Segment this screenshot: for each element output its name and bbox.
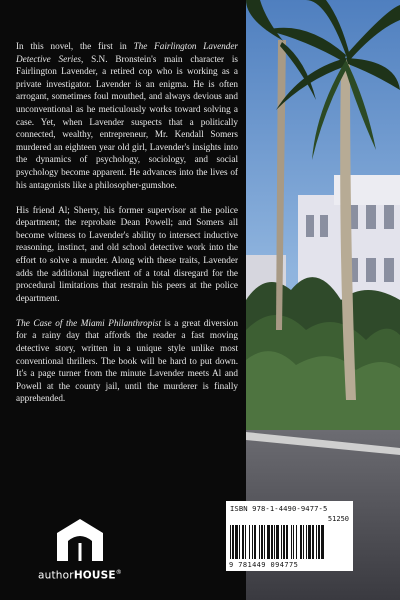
price-code: 51250 bbox=[327, 515, 349, 523]
series-title: The Fairlington Lavender Detective Series bbox=[16, 41, 238, 64]
isbn-number: ISBN 978-1-4490-9477-5 bbox=[230, 504, 328, 513]
barcode-digits: 9 781449 094775 bbox=[229, 561, 299, 569]
publisher-name: authorHOUSE® bbox=[38, 569, 122, 582]
blurb-paragraph-3: The Case of the Miami Philanthropist is a great diversion for a rainy day that affords the reader a fast moving detective story, written in a unique style unlike most conventional thrillers. The book will be hard to put down. It's a page turner from the minute Lavender meets Al and Powell at the county jail, until the murderer is finally apprehended. bbox=[16, 317, 238, 404]
blurb-paragraph-2: His friend Al; Sherry, his former supervisor at the police department; the reprobate Dean Powell; and Somers all become witness to Lavender's ability to intersect inductive reasoning, instinct, and old school detective work into the effort to solve a murder. Along with these traits, Lavender adds the additional ingredient of a total disregard for the procedural limitations that restrain his peers at the police department. bbox=[16, 204, 238, 303]
blurb-paragraph-1: In this novel, the first in The Fairlington Lavender Detective Series, S.N. Bronstein's main character is Fairlington Lavender, a retired cop who is working as a private investigator. Lavender is an enigma. He is often arrogant, sometimes foul mouthed, and always devious and unconventional as he meticulously works toward solving a case. Yet, when Lavender suspects that a politically connected, wealthy, entrepreneur, Mr. Kendall Somers murdered an eighteen year old girl, Lavender's insights into the dynamics of psychology, sociology, and social psychology become apparent. He advances into the lives of his antagonists like a philosopher-gumshoe. bbox=[16, 41, 239, 190]
isbn-barcode bbox=[226, 501, 353, 571]
barcode-bars bbox=[230, 525, 349, 559]
blurb-text bbox=[16, 40, 238, 405]
authorhouse-logo-icon bbox=[54, 517, 106, 563]
book-title: The Case of the Miami Philanthropist bbox=[16, 317, 162, 328]
publisher-block bbox=[30, 517, 130, 582]
